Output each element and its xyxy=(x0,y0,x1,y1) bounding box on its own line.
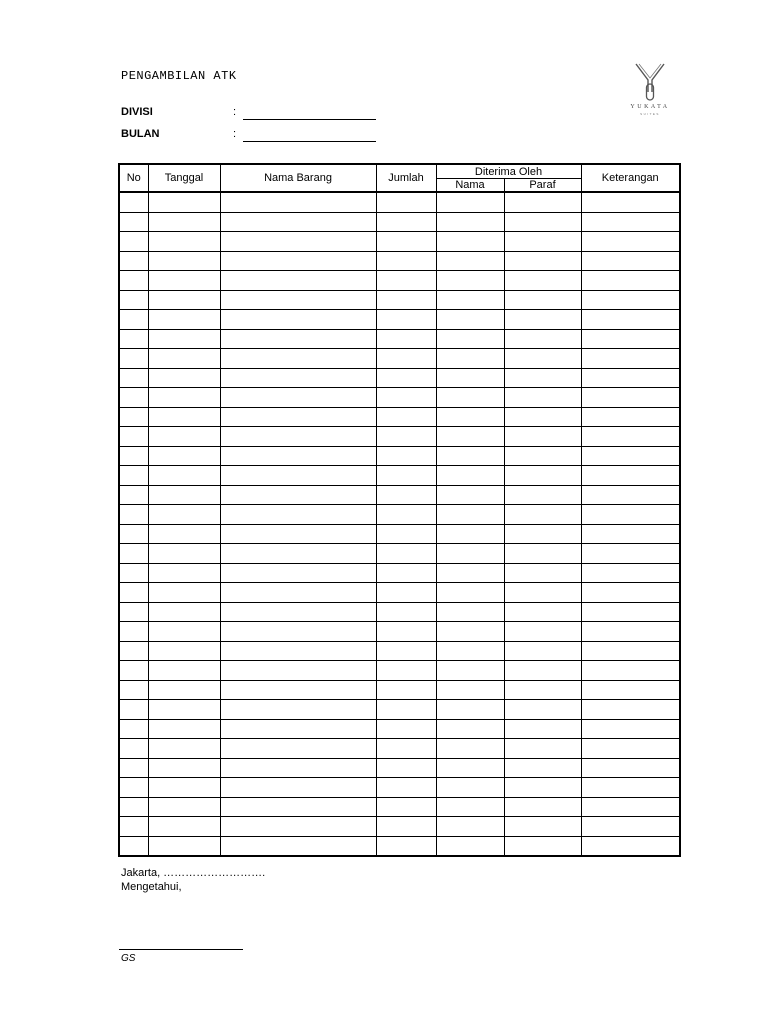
cell-tanggal[interactable] xyxy=(148,836,220,856)
cell-tanggal[interactable] xyxy=(148,680,220,700)
cell-nama-barang[interactable] xyxy=(220,446,376,466)
cell-keterangan[interactable] xyxy=(581,680,680,700)
cell-nama[interactable] xyxy=(436,485,504,505)
cell-tanggal[interactable] xyxy=(148,427,220,447)
cell-tanggal[interactable] xyxy=(148,602,220,622)
header-nama-barang: Nama Barang xyxy=(220,164,376,192)
cell-nama[interactable] xyxy=(436,641,504,661)
cell-jumlah[interactable] xyxy=(376,719,436,739)
cell-keterangan[interactable] xyxy=(581,427,680,447)
cell-no[interactable] xyxy=(119,778,148,798)
table-row xyxy=(119,583,680,603)
cell-paraf[interactable] xyxy=(504,271,581,291)
atk-table xyxy=(118,163,681,857)
cell-keterangan[interactable] xyxy=(581,290,680,310)
cell-nama-barang[interactable] xyxy=(220,758,376,778)
cell-no[interactable] xyxy=(119,758,148,778)
divisi-field[interactable] xyxy=(243,119,376,120)
cell-nama-barang[interactable] xyxy=(220,817,376,837)
cell-jumlah[interactable] xyxy=(376,739,436,759)
cell-nama[interactable] xyxy=(436,368,504,388)
cell-keterangan[interactable] xyxy=(581,563,680,583)
cell-nama[interactable] xyxy=(436,446,504,466)
cell-jumlah[interactable] xyxy=(376,641,436,661)
table-row xyxy=(119,641,680,661)
place-date: Jakarta, ………………………. xyxy=(121,867,266,879)
cell-tanggal[interactable] xyxy=(148,232,220,252)
cell-no[interactable] xyxy=(119,719,148,739)
mengetahui-label: Mengetahui, xyxy=(121,881,182,893)
cell-tanggal[interactable] xyxy=(148,407,220,427)
cell-nama[interactable] xyxy=(436,290,504,310)
cell-nama-barang[interactable] xyxy=(220,719,376,739)
cell-keterangan[interactable] xyxy=(581,368,680,388)
cell-jumlah[interactable] xyxy=(376,427,436,447)
cell-no[interactable] xyxy=(119,622,148,642)
cell-no[interactable] xyxy=(119,739,148,759)
header-tanggal: Tanggal xyxy=(148,164,220,192)
cell-paraf[interactable] xyxy=(504,700,581,720)
cell-paraf[interactable] xyxy=(504,817,581,837)
cell-nama[interactable] xyxy=(436,524,504,544)
cell-tanggal[interactable] xyxy=(148,290,220,310)
cell-no[interactable] xyxy=(119,505,148,525)
table-row xyxy=(119,797,680,817)
cell-no[interactable] xyxy=(119,251,148,271)
table-row xyxy=(119,251,680,271)
cell-nama-barang[interactable] xyxy=(220,700,376,720)
cell-keterangan[interactable] xyxy=(581,388,680,408)
header-no: No xyxy=(119,164,148,192)
cell-tanggal[interactable] xyxy=(148,544,220,564)
divisi-colon: : xyxy=(233,106,237,118)
table-row xyxy=(119,329,680,349)
cell-tanggal[interactable] xyxy=(148,817,220,837)
cell-keterangan[interactable] xyxy=(581,661,680,681)
cell-nama[interactable] xyxy=(436,661,504,681)
cell-nama-barang[interactable] xyxy=(220,661,376,681)
cell-jumlah[interactable] xyxy=(376,446,436,466)
cell-tanggal[interactable] xyxy=(148,505,220,525)
cell-keterangan[interactable] xyxy=(581,524,680,544)
cell-keterangan[interactable] xyxy=(581,758,680,778)
cell-jumlah[interactable] xyxy=(376,368,436,388)
cell-jumlah[interactable] xyxy=(376,251,436,271)
cell-paraf[interactable] xyxy=(504,329,581,349)
cell-no[interactable] xyxy=(119,427,148,447)
bulan-colon: : xyxy=(233,128,237,140)
cell-paraf[interactable] xyxy=(504,212,581,232)
cell-nama-barang[interactable] xyxy=(220,368,376,388)
cell-jumlah[interactable] xyxy=(376,602,436,622)
cell-paraf[interactable] xyxy=(504,661,581,681)
cell-keterangan[interactable] xyxy=(581,544,680,564)
cell-no[interactable] xyxy=(119,329,148,349)
cell-keterangan[interactable] xyxy=(581,212,680,232)
header-diterima-oleh: Diterima Oleh xyxy=(436,164,581,179)
table-row xyxy=(119,719,680,739)
cell-keterangan[interactable] xyxy=(581,505,680,525)
cell-nama-barang[interactable] xyxy=(220,310,376,330)
table-row xyxy=(119,485,680,505)
cell-jumlah[interactable] xyxy=(376,310,436,330)
cell-nama[interactable] xyxy=(436,563,504,583)
cell-no[interactable] xyxy=(119,524,148,544)
cell-no[interactable] xyxy=(119,700,148,720)
cell-tanggal[interactable] xyxy=(148,251,220,271)
table-row xyxy=(119,212,680,232)
cell-keterangan[interactable] xyxy=(581,700,680,720)
cell-nama-barang[interactable] xyxy=(220,505,376,525)
cell-nama-barang[interactable] xyxy=(220,466,376,486)
cell-tanggal[interactable] xyxy=(148,661,220,681)
cell-nama-barang[interactable] xyxy=(220,427,376,447)
cell-keterangan[interactable] xyxy=(581,310,680,330)
cell-keterangan[interactable] xyxy=(581,349,680,369)
cell-tanggal[interactable] xyxy=(148,739,220,759)
cell-paraf[interactable] xyxy=(504,310,581,330)
cell-nama[interactable] xyxy=(436,622,504,642)
table-row xyxy=(119,836,680,856)
cell-nama[interactable] xyxy=(436,466,504,486)
cell-paraf[interactable] xyxy=(504,836,581,856)
cell-jumlah[interactable] xyxy=(376,329,436,349)
cell-no[interactable] xyxy=(119,544,148,564)
cell-nama[interactable] xyxy=(436,329,504,349)
cell-paraf[interactable] xyxy=(504,251,581,271)
cell-paraf[interactable] xyxy=(504,680,581,700)
cell-jumlah[interactable] xyxy=(376,212,436,232)
cell-no[interactable] xyxy=(119,310,148,330)
cell-no[interactable] xyxy=(119,192,148,212)
cell-paraf[interactable] xyxy=(504,602,581,622)
cell-jumlah[interactable] xyxy=(376,563,436,583)
cell-nama[interactable] xyxy=(436,817,504,837)
cell-tanggal[interactable] xyxy=(148,485,220,505)
cell-tanggal[interactable] xyxy=(148,310,220,330)
cell-paraf[interactable] xyxy=(504,797,581,817)
cell-no[interactable] xyxy=(119,680,148,700)
cell-paraf[interactable] xyxy=(504,349,581,369)
cell-nama-barang[interactable] xyxy=(220,212,376,232)
cell-nama[interactable] xyxy=(436,544,504,564)
table-row xyxy=(119,290,680,310)
cell-nama[interactable] xyxy=(436,212,504,232)
signature-line xyxy=(119,949,243,950)
cell-paraf[interactable] xyxy=(504,719,581,739)
cell-paraf[interactable] xyxy=(504,583,581,603)
table-row xyxy=(119,700,680,720)
cell-jumlah[interactable] xyxy=(376,349,436,369)
cell-keterangan[interactable] xyxy=(581,485,680,505)
cell-nama[interactable] xyxy=(436,778,504,798)
table-body xyxy=(119,192,680,856)
cell-tanggal[interactable] xyxy=(148,700,220,720)
bulan-field[interactable] xyxy=(243,141,376,142)
cell-nama-barang[interactable] xyxy=(220,622,376,642)
cell-keterangan[interactable] xyxy=(581,778,680,798)
header-paraf: Paraf xyxy=(504,179,581,193)
table-row xyxy=(119,232,680,252)
cell-nama[interactable] xyxy=(436,739,504,759)
cell-no[interactable] xyxy=(119,446,148,466)
cell-nama[interactable] xyxy=(436,232,504,252)
cell-keterangan[interactable] xyxy=(581,192,680,212)
cell-nama[interactable] xyxy=(436,271,504,291)
cell-tanggal[interactable] xyxy=(148,368,220,388)
cell-no[interactable] xyxy=(119,407,148,427)
cell-jumlah[interactable] xyxy=(376,407,436,427)
cell-paraf[interactable] xyxy=(504,641,581,661)
cell-tanggal[interactable] xyxy=(148,719,220,739)
cell-tanggal[interactable] xyxy=(148,446,220,466)
cell-keterangan[interactable] xyxy=(581,271,680,291)
cell-tanggal[interactable] xyxy=(148,349,220,369)
cell-paraf[interactable] xyxy=(504,192,581,212)
cell-paraf[interactable] xyxy=(504,232,581,252)
table-row xyxy=(119,271,680,291)
cell-jumlah[interactable] xyxy=(376,505,436,525)
cell-nama[interactable] xyxy=(436,251,504,271)
cell-nama[interactable] xyxy=(436,758,504,778)
cell-nama-barang[interactable] xyxy=(220,290,376,310)
table-row xyxy=(119,427,680,447)
cell-nama[interactable] xyxy=(436,407,504,427)
cell-nama-barang[interactable] xyxy=(220,251,376,271)
cell-paraf[interactable] xyxy=(504,524,581,544)
cell-nama-barang[interactable] xyxy=(220,232,376,252)
cell-keterangan[interactable] xyxy=(581,719,680,739)
logo-sub-text: SUITES xyxy=(640,112,660,116)
cell-nama[interactable] xyxy=(436,700,504,720)
bulan-label: BULAN xyxy=(121,128,160,140)
cell-paraf[interactable] xyxy=(504,388,581,408)
yukata-monogram-icon xyxy=(626,62,674,104)
cell-no[interactable] xyxy=(119,661,148,681)
cell-keterangan[interactable] xyxy=(581,836,680,856)
cell-no[interactable] xyxy=(119,836,148,856)
table-row xyxy=(119,466,680,486)
cell-tanggal[interactable] xyxy=(148,524,220,544)
cell-jumlah[interactable] xyxy=(376,797,436,817)
cell-nama[interactable] xyxy=(436,680,504,700)
cell-jumlah[interactable] xyxy=(376,622,436,642)
cell-keterangan[interactable] xyxy=(581,407,680,427)
cell-keterangan[interactable] xyxy=(581,232,680,252)
cell-nama-barang[interactable] xyxy=(220,739,376,759)
cell-no[interactable] xyxy=(119,271,148,291)
table-row xyxy=(119,505,680,525)
cell-paraf[interactable] xyxy=(504,563,581,583)
cell-keterangan[interactable] xyxy=(581,329,680,349)
cell-tanggal[interactable] xyxy=(148,583,220,603)
cell-keterangan[interactable] xyxy=(581,583,680,603)
cell-paraf[interactable] xyxy=(504,368,581,388)
table-row xyxy=(119,680,680,700)
cell-nama-barang[interactable] xyxy=(220,583,376,603)
cell-no[interactable] xyxy=(119,232,148,252)
cell-paraf[interactable] xyxy=(504,505,581,525)
cell-jumlah[interactable] xyxy=(376,524,436,544)
cell-nama[interactable] xyxy=(436,797,504,817)
header-jumlah: Jumlah xyxy=(376,164,436,192)
cell-tanggal[interactable] xyxy=(148,212,220,232)
cell-keterangan[interactable] xyxy=(581,602,680,622)
cell-keterangan[interactable] xyxy=(581,251,680,271)
cell-jumlah[interactable] xyxy=(376,700,436,720)
table-row xyxy=(119,758,680,778)
table-row xyxy=(119,739,680,759)
cell-no[interactable] xyxy=(119,212,148,232)
cell-tanggal[interactable] xyxy=(148,641,220,661)
cell-jumlah[interactable] xyxy=(376,290,436,310)
cell-nama[interactable] xyxy=(436,505,504,525)
table-row xyxy=(119,446,680,466)
cell-nama-barang[interactable] xyxy=(220,602,376,622)
cell-jumlah[interactable] xyxy=(376,836,436,856)
cell-jumlah[interactable] xyxy=(376,388,436,408)
cell-paraf[interactable] xyxy=(504,544,581,564)
table-row xyxy=(119,544,680,564)
table-row xyxy=(119,524,680,544)
table-row xyxy=(119,778,680,798)
cell-jumlah[interactable] xyxy=(376,192,436,212)
cell-tanggal[interactable] xyxy=(148,563,220,583)
cell-jumlah[interactable] xyxy=(376,661,436,681)
cell-paraf[interactable] xyxy=(504,427,581,447)
cell-nama-barang[interactable] xyxy=(220,192,376,212)
cell-keterangan[interactable] xyxy=(581,797,680,817)
signer-name: GS xyxy=(121,953,136,964)
cell-paraf[interactable] xyxy=(504,739,581,759)
cell-nama-barang[interactable] xyxy=(220,778,376,798)
cell-no[interactable] xyxy=(119,641,148,661)
cell-paraf[interactable] xyxy=(504,407,581,427)
table-row xyxy=(119,388,680,408)
table-row xyxy=(119,349,680,369)
cell-no[interactable] xyxy=(119,583,148,603)
cell-nama-barang[interactable] xyxy=(220,329,376,349)
cell-jumlah[interactable] xyxy=(376,485,436,505)
cell-nama-barang[interactable] xyxy=(220,836,376,856)
cell-tanggal[interactable] xyxy=(148,778,220,798)
table-row xyxy=(119,563,680,583)
cell-nama[interactable] xyxy=(436,310,504,330)
cell-no[interactable] xyxy=(119,817,148,837)
cell-tanggal[interactable] xyxy=(148,192,220,212)
cell-jumlah[interactable] xyxy=(376,232,436,252)
cell-no[interactable] xyxy=(119,797,148,817)
cell-no[interactable] xyxy=(119,388,148,408)
header-nama: Nama xyxy=(436,179,504,193)
cell-nama-barang[interactable] xyxy=(220,388,376,408)
cell-nama-barang[interactable] xyxy=(220,524,376,544)
cell-nama-barang[interactable] xyxy=(220,544,376,564)
divisi-label: DIVISI xyxy=(121,106,153,118)
cell-jumlah[interactable] xyxy=(376,466,436,486)
cell-nama[interactable] xyxy=(436,192,504,212)
table-row xyxy=(119,192,680,212)
table-row xyxy=(119,622,680,642)
cell-tanggal[interactable] xyxy=(148,329,220,349)
cell-jumlah[interactable] xyxy=(376,778,436,798)
cell-no[interactable] xyxy=(119,485,148,505)
cell-keterangan[interactable] xyxy=(581,622,680,642)
table-row xyxy=(119,817,680,837)
table-row xyxy=(119,602,680,622)
cell-nama[interactable] xyxy=(436,427,504,447)
cell-tanggal[interactable] xyxy=(148,797,220,817)
header-keterangan: Keterangan xyxy=(581,164,680,192)
cell-no[interactable] xyxy=(119,349,148,369)
cell-nama[interactable] xyxy=(436,719,504,739)
cell-nama-barang[interactable] xyxy=(220,563,376,583)
cell-nama[interactable] xyxy=(436,388,504,408)
cell-keterangan[interactable] xyxy=(581,641,680,661)
cell-no[interactable] xyxy=(119,466,148,486)
cell-paraf[interactable] xyxy=(504,290,581,310)
cell-keterangan[interactable] xyxy=(581,466,680,486)
cell-nama-barang[interactable] xyxy=(220,797,376,817)
cell-nama-barang[interactable] xyxy=(220,271,376,291)
table-row xyxy=(119,310,680,330)
cell-tanggal[interactable] xyxy=(148,271,220,291)
table-row xyxy=(119,368,680,388)
cell-tanggal[interactable] xyxy=(148,758,220,778)
page-title: PENGAMBILAN ATK xyxy=(121,69,237,83)
cell-paraf[interactable] xyxy=(504,466,581,486)
cell-jumlah[interactable] xyxy=(376,544,436,564)
cell-tanggal[interactable] xyxy=(148,622,220,642)
cell-keterangan[interactable] xyxy=(581,817,680,837)
cell-no[interactable] xyxy=(119,563,148,583)
cell-jumlah[interactable] xyxy=(376,271,436,291)
table-row xyxy=(119,661,680,681)
cell-nama-barang[interactable] xyxy=(220,485,376,505)
cell-jumlah[interactable] xyxy=(376,758,436,778)
cell-paraf[interactable] xyxy=(504,622,581,642)
cell-nama[interactable] xyxy=(436,602,504,622)
cell-nama[interactable] xyxy=(436,583,504,603)
cell-jumlah[interactable] xyxy=(376,817,436,837)
cell-nama-barang[interactable] xyxy=(220,349,376,369)
cell-no[interactable] xyxy=(119,290,148,310)
yukata-logo xyxy=(626,62,674,120)
cell-paraf[interactable] xyxy=(504,758,581,778)
cell-jumlah[interactable] xyxy=(376,680,436,700)
cell-jumlah[interactable] xyxy=(376,583,436,603)
cell-nama-barang[interactable] xyxy=(220,680,376,700)
cell-tanggal[interactable] xyxy=(148,466,220,486)
cell-paraf[interactable] xyxy=(504,778,581,798)
cell-nama-barang[interactable] xyxy=(220,407,376,427)
cell-no[interactable] xyxy=(119,602,148,622)
cell-nama[interactable] xyxy=(436,836,504,856)
logo-brand-text: YUKATA xyxy=(630,104,670,110)
cell-paraf[interactable] xyxy=(504,485,581,505)
cell-keterangan[interactable] xyxy=(581,739,680,759)
cell-keterangan[interactable] xyxy=(581,446,680,466)
cell-paraf[interactable] xyxy=(504,446,581,466)
cell-nama-barang[interactable] xyxy=(220,641,376,661)
cell-no[interactable] xyxy=(119,368,148,388)
cell-tanggal[interactable] xyxy=(148,388,220,408)
cell-nama[interactable] xyxy=(436,349,504,369)
table-row xyxy=(119,407,680,427)
